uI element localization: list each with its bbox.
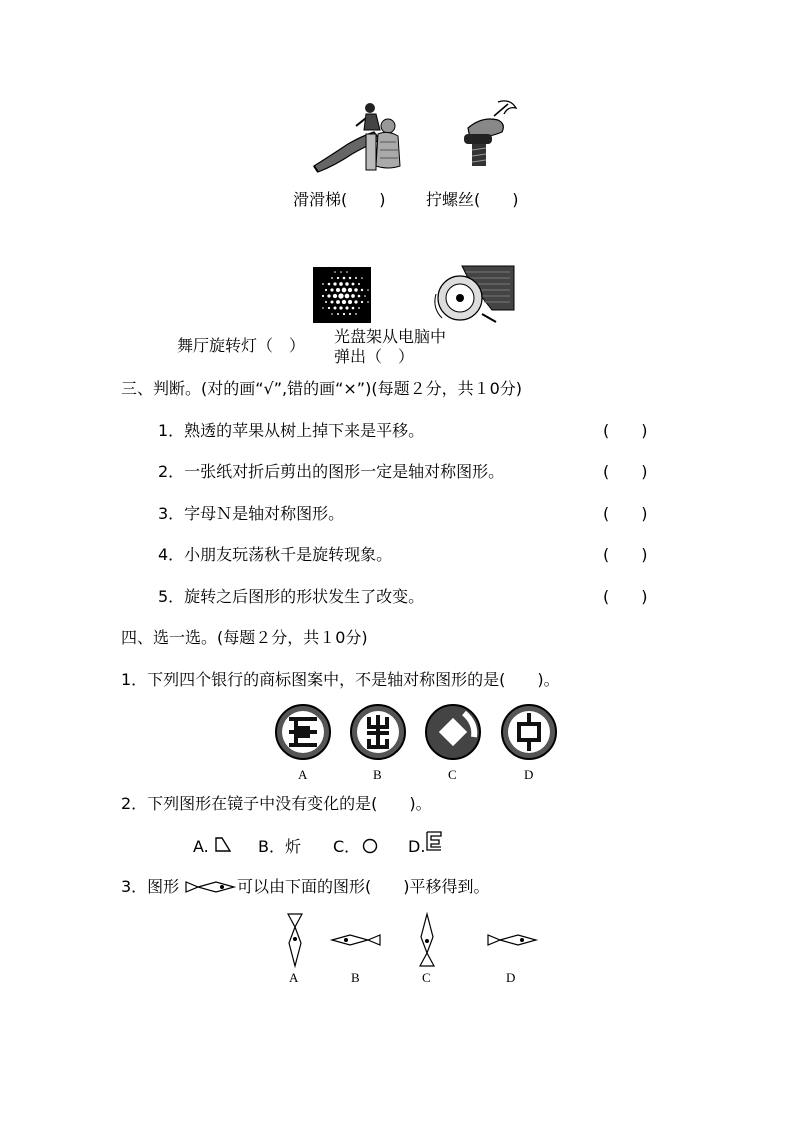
disco-ball-dot [339, 282, 343, 286]
slide-illustration [310, 100, 410, 175]
q3-figure-a-icon[interactable] [286, 913, 304, 967]
disco-ball-dot [349, 313, 351, 315]
disco-ball-dot [345, 306, 348, 309]
q3-label-c: C [422, 970, 431, 985]
disco-ball-dot [330, 300, 333, 303]
disco-ball-dot [328, 307, 330, 309]
disco-ball-dot [361, 289, 363, 291]
q2-option-c[interactable]: C． [333, 837, 361, 856]
disco-ball-dot [330, 288, 333, 291]
disco-ball-dot [331, 277, 333, 279]
disco-ball-dot [343, 277, 346, 280]
logo-label-a: A [298, 767, 308, 782]
q3-label-b: B [351, 970, 360, 985]
q3-label-d: D [506, 970, 516, 985]
judge-item-1: 1．熟透的苹果从树上掉下来是平移。 [158, 421, 425, 440]
disco-ball-dot [336, 300, 340, 304]
q2-option-b-char: 炘 [285, 837, 302, 856]
disco-ball-dot [328, 283, 331, 286]
disco-ball-dot [327, 294, 330, 297]
disco-ball-dot [367, 289, 369, 291]
choice-q3-suffix: 可以由下面的图形( )平移得到。 [237, 877, 490, 896]
disco-ball-dot [358, 307, 360, 309]
disco-ball-dot [342, 300, 346, 304]
choice-q3-prefix: 3．图形 [121, 877, 180, 896]
choice-q1: 1．下列四个银行的商标图案中，不是轴对称图形的是( )。 [121, 670, 560, 689]
disco-ball-dot [333, 306, 336, 309]
judge-item-3: 3．字母Ｎ是轴对称图形。 [158, 504, 345, 523]
disco-ball-dot [331, 313, 333, 315]
disc-tray-caption-line1: 光盘架从电脑中 [334, 327, 447, 346]
disco-ball-dot [345, 294, 350, 299]
disco-ball-dot [354, 300, 357, 303]
q2-option-d[interactable]: D. [408, 837, 426, 856]
slide-caption: 滑滑梯( ) [293, 190, 386, 209]
disco-ball-dot [342, 288, 347, 293]
disco-ball-dot [348, 300, 352, 304]
disco-ball-dot [338, 293, 343, 298]
bank-logo-c-icon[interactable] [424, 703, 482, 761]
disco-ball-dot [343, 313, 345, 315]
disco-ball-dot [349, 277, 351, 279]
q3-label-a: A [289, 970, 299, 985]
logo-label-b: B [373, 767, 382, 782]
disco-ball-dot [354, 288, 357, 291]
disco-ball-dot [355, 277, 357, 279]
disco-ball-dot [367, 301, 369, 303]
judge-item-1-answer[interactable]: ( ) [603, 421, 648, 440]
disco-light-caption: 舞厅旋转灯（ ） [177, 336, 306, 355]
disco-ball-dot [325, 289, 327, 291]
choice-q2: 2．下列图形在镜子中没有变化的是( )。 [121, 794, 432, 813]
screw-illustration [458, 98, 520, 173]
disco-ball-dot [352, 307, 355, 310]
judge-item-2-answer[interactable]: ( ) [603, 462, 648, 481]
disco-ball-dot [345, 282, 348, 285]
e-shape-icon [426, 832, 443, 852]
disco-ball-dot [337, 277, 339, 279]
section4-title: 四、选一选。(每题２分，共１0分) [121, 628, 368, 647]
q3-figure-c-icon[interactable] [418, 913, 436, 967]
bowtie-shape-icon [186, 880, 236, 894]
q2-option-a[interactable]: A. [193, 837, 209, 856]
disc-tray-illustration [430, 264, 516, 326]
disco-ball-dot [325, 301, 327, 303]
judge-item-3-answer[interactable]: ( ) [603, 504, 648, 523]
disco-ball-dot [322, 307, 324, 309]
disco-ball-dot [336, 288, 340, 292]
circle-shape-icon [362, 838, 378, 854]
logo-label-c: C [448, 767, 457, 782]
q2-option-b[interactable]: B． [258, 837, 285, 856]
judge-item-4: 4．小朋友玩荡秋千是旋转现象。 [158, 545, 393, 564]
disco-ball-dot [333, 294, 337, 298]
logo-label-d: D [524, 767, 534, 782]
disco-ball-dot [361, 277, 363, 279]
disco-ball-dot [334, 271, 336, 273]
disco-ball-dot [355, 313, 357, 315]
section3-title: 三、判断。(对的画“√”,错的画“×”)(每题２分，共１0分) [121, 379, 522, 398]
disco-ball-dot [322, 283, 324, 285]
disco-ball-dot [364, 295, 366, 297]
disco-ball-dot [322, 295, 324, 297]
trapezoid-shape-icon [214, 837, 232, 853]
disco-ball-dot [351, 294, 355, 298]
judge-item-5: 5．旋转之后图形的形状发生了改变。 [158, 587, 425, 606]
disco-ball-dot [333, 282, 336, 285]
disco-ball-dot [337, 313, 339, 315]
judge-item-5-answer[interactable]: ( ) [603, 587, 648, 606]
disc-tray-caption-line2: 弹出（ ） [334, 347, 415, 366]
disco-ball-dot [352, 283, 355, 286]
disco-ball-dot [361, 301, 363, 303]
q3-figure-d-icon[interactable] [486, 933, 538, 947]
disco-ball-dot [358, 295, 361, 298]
disco-ball-dot [358, 283, 360, 285]
q3-figure-b-icon[interactable] [330, 933, 382, 947]
judge-item-2: 2．一张纸对折后剪出的图形一定是轴对称图形。 [158, 462, 505, 481]
disco-ball-dot [346, 271, 348, 273]
screw-caption: 拧螺丝( ) [426, 190, 519, 209]
bank-logo-a-icon[interactable] [274, 703, 332, 761]
bank-logo-d-icon[interactable] [500, 703, 558, 761]
disco-ball-dot [348, 288, 352, 292]
disco-ball-dot [340, 271, 342, 273]
bank-logo-b-icon[interactable] [349, 703, 407, 761]
disco-ball-illustration [313, 267, 371, 323]
disco-ball-dot [339, 306, 342, 309]
judge-item-4-answer[interactable]: ( ) [603, 545, 648, 564]
